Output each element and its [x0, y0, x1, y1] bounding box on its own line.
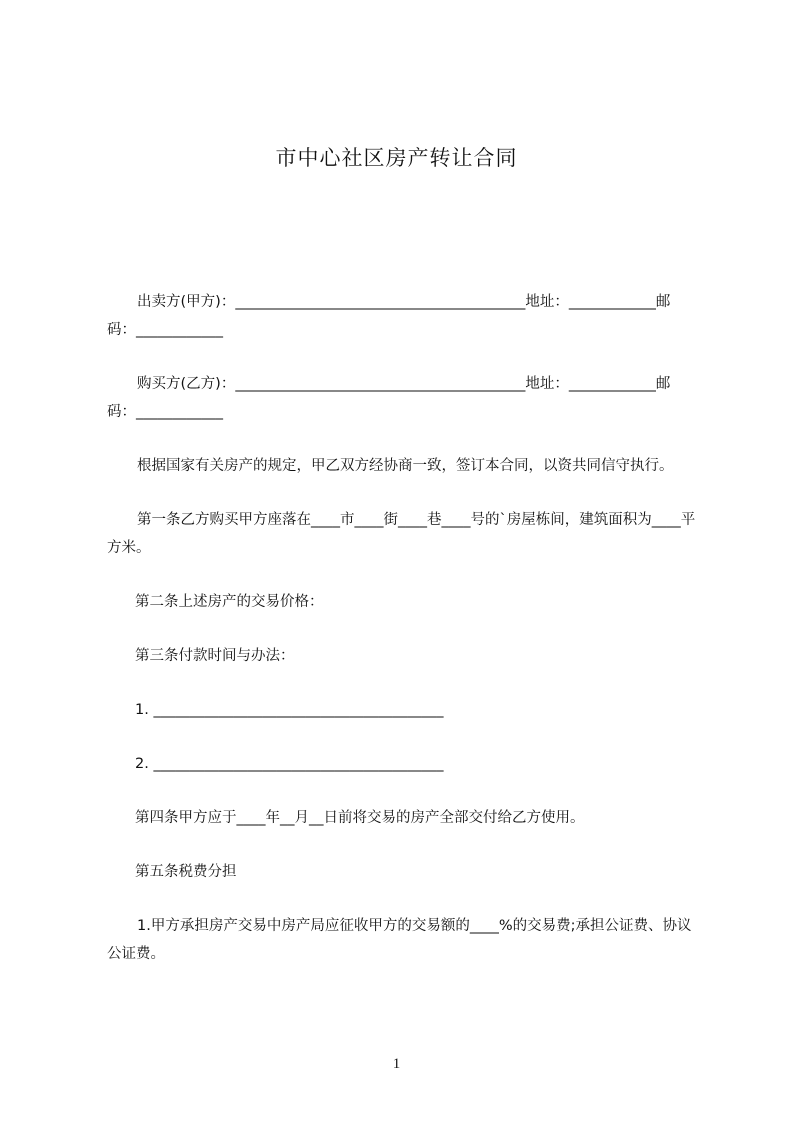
- payment-item-1: 1. ________________________________________: [135, 702, 444, 718]
- article-3: 第三条付款时间与办法：: [135, 648, 295, 664]
- article-1: 第一条乙方购买甲方座落在____市____街____巷____号的`房屋栋间，建筑面积为____平方米。: [107, 512, 696, 556]
- preamble-paragraph: 根据国家有关房产的规定，甲乙双方经协商一致，签订本合同，以资共同信守执行。: [137, 458, 674, 474]
- document-title: 市中心社区房产转让合同: [275, 146, 518, 170]
- tax-item-1: 1.甲方承担房产交易中房产局应征收甲方的交易额的____%的交易费;承担公证费、协议公证费。: [107, 918, 692, 962]
- article-5: 第五条税费分担: [135, 864, 237, 880]
- payment-item-2: 2. ________________________________________: [135, 756, 444, 772]
- seller-line: 出卖方(甲方)：________________________________________地址：____________邮码：____________: [107, 294, 671, 338]
- page-number: 1: [392, 1056, 401, 1072]
- article-2: 第二条上述房产的交易价格：: [135, 594, 324, 610]
- buyer-line: 购买方(乙方)：________________________________________地址：____________邮码：____________: [107, 376, 671, 420]
- document-body: [107, 288, 699, 994]
- article-4: 第四条甲方应于____年__月__日前将交易的房产全部交付给乙方使用。: [135, 810, 585, 826]
